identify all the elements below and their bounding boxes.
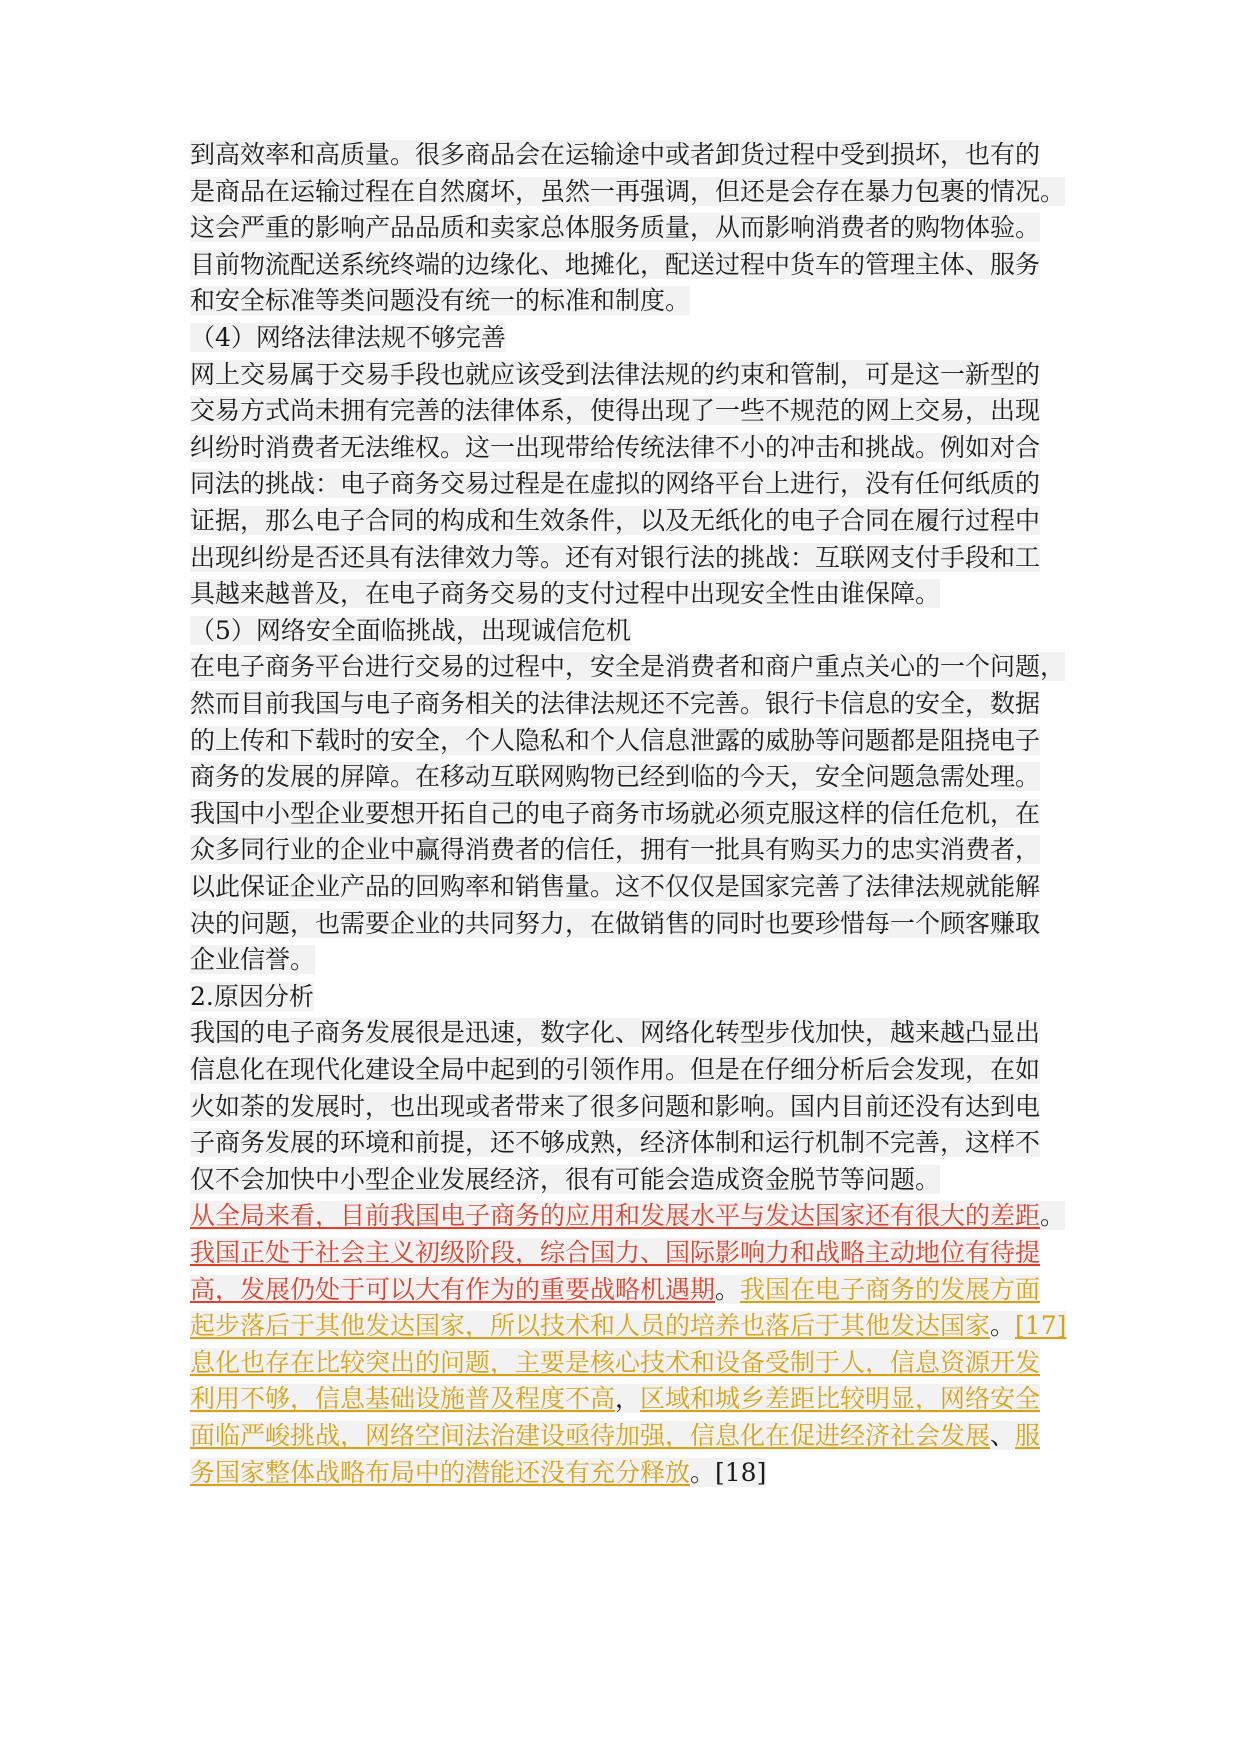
line-highlight xyxy=(190,909,1040,938)
text-segment: （4）网络法律法规不够完善 xyxy=(190,323,506,352)
text-line xyxy=(190,1272,1040,1307)
text-segment: 具越来越普及，在电子商务交易的支付过程中出现安全性由谁保障。 xyxy=(190,579,941,609)
line-highlight xyxy=(190,543,1040,572)
line-highlight xyxy=(190,506,1040,535)
line-highlight xyxy=(190,433,1040,462)
text-segment: 企业信誉。 xyxy=(190,945,316,975)
text-line xyxy=(190,759,1040,794)
text-segment: 出现纠纷是否还具有法律效力等。还有对银行法的挑战：互联网支付手段和工 xyxy=(190,542,1041,572)
text-line xyxy=(190,613,631,648)
text-line xyxy=(190,320,506,355)
text-line xyxy=(190,1089,1040,1124)
text-segment: 目前物流配送系统终端的边缘化、地摊化，配送过程中货车的管理主体、服务 xyxy=(190,249,1041,279)
text-line xyxy=(190,247,1040,282)
text-segment: 是商品在运输过程在自然腐坏，虽然一再强调，但还是会存在暴力包裹的情况。 xyxy=(190,176,1066,206)
text-segment: 信息化在现代化建设全局中起到的引领作用。但是在仔细分析后会发现，在如 xyxy=(190,1055,1041,1084)
line-highlight xyxy=(190,1311,1066,1340)
text-segment: （5）网络安全面临挑战，出现诚信危机 xyxy=(190,615,631,645)
text-line xyxy=(190,1345,1040,1380)
line-highlight xyxy=(190,1092,1040,1121)
text-line xyxy=(190,1015,1040,1050)
highlighted-text-segment: 高，发展仍处于可以大有作为的重要战略机遇期 xyxy=(190,1274,716,1304)
line-highlight xyxy=(190,689,1040,718)
line-highlight xyxy=(190,1165,940,1194)
text-segment: 交易方式尚未拥有完善的法律体系，使得出现了一些不规范的网上交易，出现 xyxy=(190,396,1041,426)
line-highlight xyxy=(190,945,315,974)
line-highlight xyxy=(190,396,1040,425)
text-segment: 同法的挑战：电子商务交易过程是在虚拟的网络平台上进行，没有任何纸质的 xyxy=(190,469,1041,499)
text-line xyxy=(190,576,940,611)
highlighted-text-segment: 面临严峻挑战，网络空间法治建设亟待加强，信息化在促进经济社会发展 xyxy=(190,1421,991,1450)
text-segment: 子商务发展的环境和前提，还不够成熟，经济体制和运行机制不完善，这样不 xyxy=(190,1128,1041,1158)
line-highlight xyxy=(190,1421,1040,1450)
line-highlight xyxy=(190,762,1040,791)
line-highlight xyxy=(190,799,1040,828)
text-line xyxy=(190,137,1040,172)
text-line xyxy=(190,210,1040,245)
text-segment: ， xyxy=(615,1384,641,1414)
line-highlight xyxy=(190,872,1040,901)
text-segment: 以此保证企业产品的回购率和销售量。这不仅仅是国家完善了法律法规就能解 xyxy=(190,872,1041,901)
text-line xyxy=(190,649,1065,684)
text-segment: 火如荼的发展时，也出现或者带来了很多问题和影响。国内目前还没有达到电 xyxy=(190,1091,1041,1121)
line-highlight xyxy=(190,1018,1040,1047)
text-line xyxy=(190,393,1040,428)
text-line xyxy=(190,430,1040,465)
line-highlight xyxy=(190,286,690,315)
highlighted-text-segment: 我国正处于社会主义初级阶段，综合国力、国际影响力和战略主动地位有待提 xyxy=(190,1238,1041,1267)
text-line xyxy=(190,1381,1040,1416)
text-segment: 。 xyxy=(715,1274,741,1304)
highlighted-text-segment: 务国家整体战略布局中的潜能还没有充分释放 xyxy=(190,1457,691,1487)
text-segment: 和安全标准等类问题没有统一的标准和制度。 xyxy=(190,286,691,316)
text-line xyxy=(190,1052,1040,1087)
text-segment: 。[18] xyxy=(690,1457,767,1487)
line-highlight xyxy=(190,360,1040,389)
line-highlight xyxy=(190,652,1065,681)
line-highlight xyxy=(190,835,1040,864)
line-highlight xyxy=(190,323,506,352)
line-highlight xyxy=(190,1348,1040,1377)
highlighted-text-segment: [17] xyxy=(1015,1311,1067,1341)
highlighted-text-segment: 息化也存在比较突出的问题，主要是核心技术和设备受制于人，信息资源开发 xyxy=(190,1347,1041,1377)
text-segment: 商务的发展的屏障。在移动互联网购物已经到临的今天，安全问题急需处理。 xyxy=(190,762,1041,792)
highlighted-text-segment: 服 xyxy=(1015,1421,1041,1450)
text-line xyxy=(190,1235,1040,1270)
text-line xyxy=(190,723,1040,758)
line-highlight xyxy=(190,1238,1040,1267)
text-line xyxy=(190,796,1040,831)
text-line xyxy=(190,1455,766,1490)
text-line xyxy=(190,540,1040,575)
text-segment: 在电子商务平台进行交易的过程中，安全是消费者和商户重点关心的一个问题， xyxy=(190,652,1066,682)
text-line xyxy=(190,869,1040,904)
text-segment: 众多同行业的企业中赢得消费者的信任，拥有一批具有购买力的忠实消费者， xyxy=(190,835,1041,865)
highlighted-text-segment: 区域和城乡差距比较明显，网络安全 xyxy=(640,1384,1041,1414)
text-segment: 我国中小型企业要想开拓自己的电子商务市场就必须克服这样的信任危机，在 xyxy=(190,798,1041,828)
line-highlight xyxy=(190,579,940,608)
line-highlight xyxy=(190,1384,1040,1413)
text-line xyxy=(190,979,314,1014)
highlighted-text-segment: 起步落后于其他发达国家，所以技术和人员的培养也落后于其他发达国家 xyxy=(190,1311,991,1341)
highlighted-text-segment: 我国在电子商务的发展方面 xyxy=(740,1274,1041,1304)
line-highlight xyxy=(190,1055,1040,1084)
text-segment: 。 xyxy=(1040,1201,1066,1231)
text-line xyxy=(190,357,1040,392)
text-line xyxy=(190,942,315,977)
line-highlight xyxy=(190,177,1065,206)
text-segment: 证据，那么电子合同的构成和生效条件，以及无纸化的电子合同在履行过程中 xyxy=(190,506,1041,535)
text-segment: 仅不会加快中小型企业发展经济，很有可能会造成资金脱节等问题。 xyxy=(190,1164,941,1194)
line-highlight xyxy=(190,250,1040,279)
line-highlight xyxy=(190,1458,766,1487)
text-line xyxy=(190,503,1040,538)
text-segment: 决的问题，也需要企业的共同努力，在做销售的同时也要珍惜每一个顾客赚取 xyxy=(190,908,1041,938)
text-segment: 。 xyxy=(990,1311,1016,1341)
highlighted-text-segment: 从全局来看，目前我国电子商务的应用和发展水平与发达国家还有很大的差距 xyxy=(190,1201,1041,1231)
text-segment: 我国的电子商务发展很是迅速，数字化、网络化转型步伐加快，越来越凸显出 xyxy=(190,1018,1041,1048)
text-line xyxy=(190,283,690,318)
text-segment: 网上交易属于交易手段也就应该受到法律法规的约束和管制，可是这一新型的 xyxy=(190,359,1041,389)
line-highlight xyxy=(190,469,1040,498)
text-line xyxy=(190,174,1065,209)
text-segment: 的上传和下载时的安全，个人隐私和个人信息泄露的威胁等问题都是阻挠电子 xyxy=(190,725,1041,755)
line-highlight xyxy=(190,213,1040,242)
text-segment: 、 xyxy=(990,1421,1016,1450)
text-line xyxy=(190,832,1040,867)
text-line xyxy=(190,686,1040,721)
text-line xyxy=(190,1125,1040,1160)
text-segment: 然而目前我国与电子商务相关的法律法规还不完善。银行卡信息的安全，数据 xyxy=(190,689,1041,718)
text-line xyxy=(190,1308,1066,1343)
text-segment: 这会严重的影响产品品质和卖家总体服务质量，从而影响消费者的购物体验。 xyxy=(190,213,1041,243)
text-line xyxy=(190,466,1040,501)
text-line xyxy=(190,906,1040,941)
text-segment: 纠纷时消费者无法维权。这一出现带给传统法律不小的冲击和挑战。例如对合 xyxy=(190,432,1041,462)
line-highlight xyxy=(190,1128,1040,1157)
line-highlight xyxy=(190,982,314,1011)
text-segment: 2.原因分析 xyxy=(190,981,314,1011)
text-segment: 到高效率和高质量。很多商品会在运输途中或者卸货过程中受到损坏，也有的 xyxy=(190,140,1041,169)
line-highlight xyxy=(190,1275,1040,1304)
line-highlight xyxy=(190,140,1040,169)
text-line xyxy=(190,1198,1065,1233)
text-line xyxy=(190,1162,940,1197)
line-highlight xyxy=(190,726,1040,755)
line-highlight xyxy=(190,616,631,645)
text-line xyxy=(190,1418,1040,1453)
highlighted-text-segment: 利用不够，信息基础设施普及程度不高 xyxy=(190,1384,616,1414)
line-highlight xyxy=(190,1201,1065,1230)
